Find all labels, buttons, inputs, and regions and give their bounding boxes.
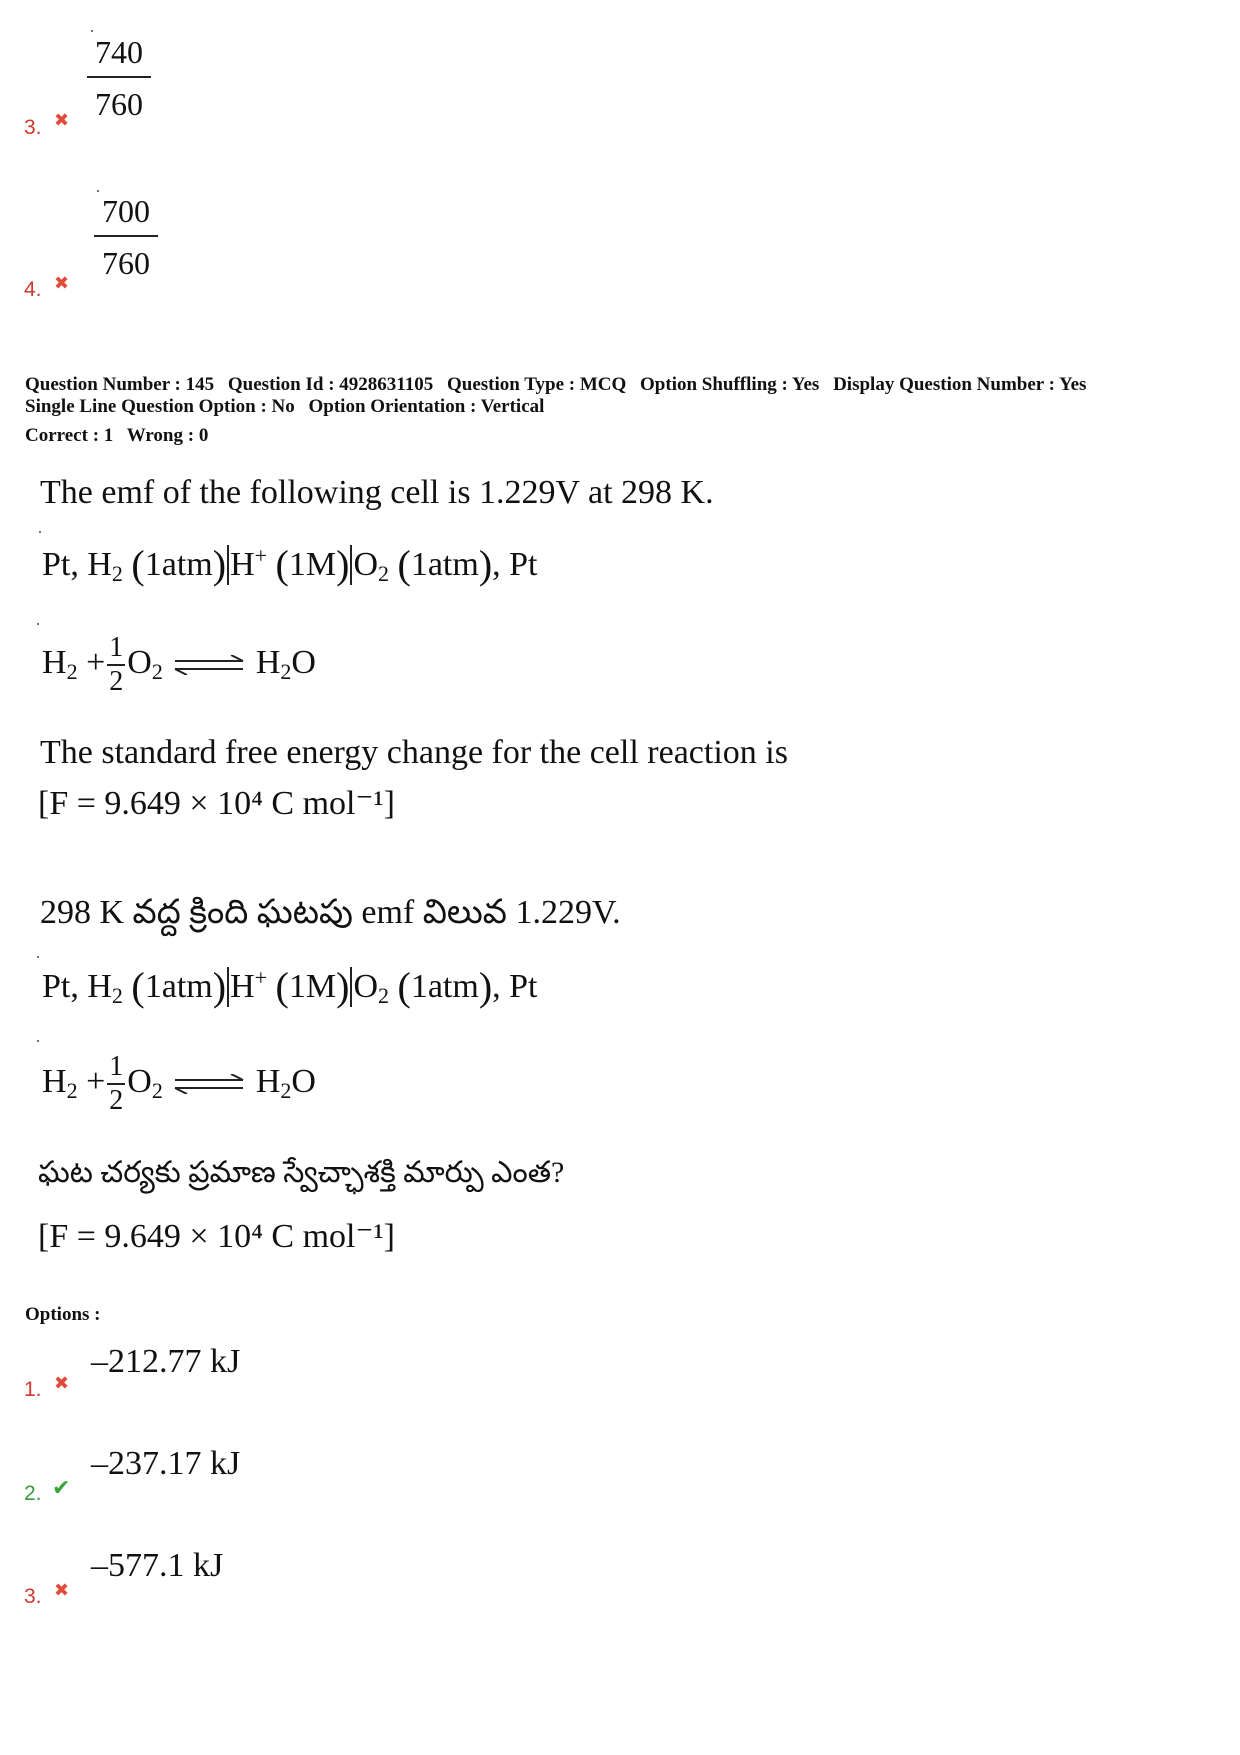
artifact-dot bbox=[37, 623, 39, 625]
numerator: 700 bbox=[94, 195, 158, 237]
question-intro-en: The emf of the following cell is 1.229V at 298 K. bbox=[40, 474, 714, 511]
faraday-constant-te: [F = 9.649 × 10⁴ C mol⁻¹] bbox=[38, 1218, 395, 1255]
option-shuffling: Option Shuffling : Yes bbox=[640, 374, 820, 395]
cross-icon: ✖ bbox=[54, 1373, 70, 1394]
artifact-dot bbox=[37, 956, 39, 958]
option-2-number: 2. bbox=[24, 1482, 42, 1505]
prev-option-number-3: 3. bbox=[24, 116, 42, 139]
option-2-value: –237.17 kJ bbox=[91, 1445, 241, 1482]
option-orientation: Option Orientation : Vertical bbox=[308, 396, 545, 417]
options-label: Options : bbox=[25, 1304, 101, 1325]
equilibrium-arrow-icon bbox=[173, 655, 245, 675]
numerator: 740 bbox=[87, 36, 151, 78]
fraction-option-3 bbox=[87, 36, 151, 120]
display-question-number: Display Question Number : Yes bbox=[833, 374, 1087, 395]
artifact-dot bbox=[91, 30, 93, 32]
option-3-number: 3. bbox=[24, 1585, 42, 1608]
equilibrium-arrow-icon bbox=[173, 1074, 245, 1094]
question-ask-te: ఘట చర్యకు ప్రమాణ స్వేచ్ఛాశక్తి మార్పు ఎంత? bbox=[38, 1156, 565, 1189]
wrong-marks: Wrong : 0 bbox=[126, 425, 209, 446]
artifact-dot bbox=[39, 531, 41, 533]
faraday-constant-en: [F = 9.649 × 10⁴ C mol⁻¹] bbox=[38, 785, 395, 822]
reaction-equation-te: $H_2$ + $\frac{1}{2}$ $O_2$ $H_2O$ bbox=[42, 1051, 316, 1116]
single-line-option: Single Line Question Option : No bbox=[25, 396, 295, 417]
cell-notation-te: Pt, $H_2$ (1atm) H+ (1M) $O_2$ (1atm), Pt bbox=[42, 964, 538, 1009]
question-meta-line-2 bbox=[25, 396, 553, 418]
option-3-value: –577.1 kJ bbox=[91, 1547, 224, 1584]
question-intro-te: 298 K వద్ద క్రింది ఘటపు emf విలువ 1.229V. bbox=[40, 894, 621, 931]
question-meta-line-1 bbox=[25, 374, 1095, 396]
reaction-equation-en: $H_2$ + $\frac{1}{2}$ $O_2$ $H_2O$ bbox=[42, 632, 316, 697]
artifact-dot bbox=[37, 1040, 39, 1042]
option-1-number: 1. bbox=[24, 1378, 42, 1401]
cell-notation-en: Pt, $H_2$ (1atm) H+ (1M) $O_2$ (1atm), Pt bbox=[42, 542, 538, 587]
denominator: 760 bbox=[102, 245, 150, 281]
cross-icon: ✖ bbox=[54, 110, 70, 131]
artifact-dot bbox=[97, 190, 99, 192]
cross-icon: ✖ bbox=[54, 273, 70, 294]
denominator: 760 bbox=[95, 86, 143, 122]
check-icon: ✔ bbox=[52, 1476, 71, 1501]
question-type: Question Type : MCQ bbox=[446, 374, 627, 395]
question-ask-en: The standard free energy change for the cell reaction is bbox=[40, 734, 788, 771]
question-id: Question Id : 4928631105 bbox=[227, 374, 434, 395]
cross-icon: ✖ bbox=[54, 1580, 70, 1601]
prev-option-number-4: 4. bbox=[24, 278, 42, 301]
option-1-value: –212.77 kJ bbox=[91, 1343, 241, 1380]
marks-line bbox=[25, 425, 217, 447]
question-number: Question Number : 145 bbox=[25, 374, 215, 395]
correct-marks: Correct : 1 bbox=[25, 425, 114, 446]
fraction-option-4 bbox=[94, 195, 158, 279]
